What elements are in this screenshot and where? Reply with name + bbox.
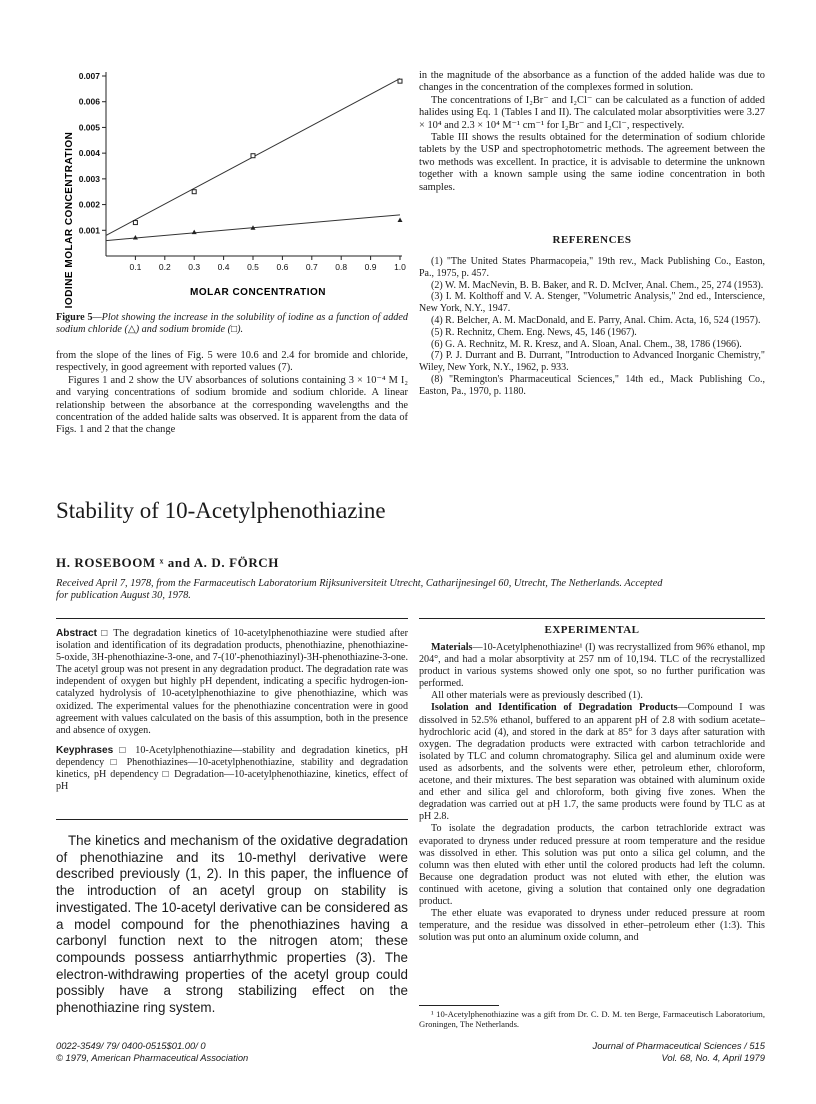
footer-right <box>500 1040 765 1064</box>
keyphrases-text: 10-Acetylphenothiazine—stability and degradation kinetics, pH dependency □ Phenothiazines—10-acetylphenothiazine, stability and degradation kinetics, pH dependency □ Degradation—10-acetylphenothiazine, kinetics, effect of pH <box>56 744 408 793</box>
intro-text: The kinetics and mechanism of the oxidative degradation of phenothiazine and its 10-methyl derivative were described previously (1, 2). In this paper, the influence of the introduction of an acetyl group on stability is investigated. The 10-acetyl derivative can be considered as a model compound for the phenothiazines having a carbonyl function next to the nitrogen atom; these compounds possess antiarrhythmic properties (3). The electron-withdrawing properties of the acetyl group could possibly have a strong stabilizing effect on the phenothiazine ring system. <box>56 833 408 1016</box>
paragraph: All other materials were as previously described (1). <box>431 690 643 702</box>
paragraph: Figures 1 and 2 show the UV absorbances of solutions containing 3 × 10⁻⁴ M I₂ and varying concentrations of sodium bromide and sodium chloride. A linear relationship between the absorbance at the corresponding wavelengths and the concentration of the added halide salts was observed. It is apparent from the data of Figs. 1 and 2 that the change <box>56 374 408 436</box>
paragraph: in the magnitude of the absorbance as a function of the added halide was due to changes in the concentration of the complexes formed in solution. <box>419 70 765 94</box>
footnote-text: ¹ 10-Acetylphenothiazine was a gift from Dr. C. D. M. ten Berge, Farmaceutisch Laboratorium, Groningen, The Netherlands. <box>419 1009 765 1029</box>
isolation-text: —Compound I was dissolved in 52.5% ethanol, buffered to an apparent pH of 2.8 with sodium acetate–hydrochloric acid (4), and stored in the dark at 85° for 3 days after saturation with oxygen. The degradation products were extracted with carbon tetrachloride and isolated by TLC and column chromatography. Silica gel and aluminum oxide were used as adsorbents, and the solvents were ether, petroleum ether, chloroform, acetone, and their mixtures. The best separation was obtained with aluminum oxide and ether and silica gel and chloroform, both giving five zones. When the degradation was carried out at pH 1.7, the same products were found by TLC as at pH 2.8. <box>419 702 765 823</box>
x-tick-label: 0.6 <box>276 262 289 272</box>
square-icon: □ <box>119 744 130 756</box>
article-title: Stability of 10-Acetylphenothiazine <box>56 498 386 523</box>
materials-label: Materials <box>431 642 473 653</box>
reference-item: (2) W. M. MacNevin, B. B. Baker, and R. D. McIver, Anal. Chem., 25, 274 (1953). <box>431 279 764 291</box>
received-line: Received April 7, 1978, from the Farmaceutisch Laboratorium Rijksuniversiteit Utrecht, Catharijnesingel 60, Utrecht, The Netherlands. Accepted for publication August 30, 1978. <box>56 578 663 602</box>
abstract-text: The degradation kinetics of 10-acetylphenothiazine were studied after isolation and identification of its degradation products, phenothiazine, phenothiazine-5-oxide, 3H-phenothiazine-3-one, and 7-(10′-phenothiazinyl)-3H-phenothiazine-3-one. The acetyl group was not present in any degradation product. The degradation rate was independent of oxygen but highly pH dependent, indicating a specific hydrogen-ion-catalyzed hydrolysis of 10-acetylphenothiazine to give phenothiazine, which was oxidized. The experimental values for the phenothiazine concentration were in good agreement with values calculated on the basis of this assumption, both in the presence and absence of oxygen. <box>56 628 408 736</box>
abstract-label: Abstract <box>56 628 97 639</box>
references-list <box>419 256 765 398</box>
left-top-column <box>56 350 408 437</box>
data-point-square <box>251 154 255 158</box>
reference-item: (5) R. Rechnitz, Chem. Eng. News, 45, 146 (1967). <box>431 326 637 338</box>
footnote <box>419 1009 765 1029</box>
paragraph: To isolate the degradation products, the carbon tetrachloride extract was evaporated to dryness under reduced pressure at room temperature and the residue was dissolved in ether. This solution was put onto a silica gel column, and the column was then eluted with ether until the colored products had left the column. Because one degradation product was not eluted with ether, the elution was continued with acetone, giving a solution that contained only one degradation product. <box>419 823 765 907</box>
data-point-triangle <box>133 235 138 240</box>
article-authors: H. ROSEBOOM ˣ and A. D. FÖRCH <box>56 555 280 570</box>
isolation-label: Isolation and Identification of Degradation Products <box>431 702 678 714</box>
data-point-triangle <box>192 230 197 235</box>
figure-caption <box>56 312 408 337</box>
figure-caption-text: —Plot showing the increase in the solubility of iodine as a function of added sodium chloride (△) and sodium bromide (□). <box>56 312 408 336</box>
reference-item: (4) R. Belcher, A. M. MacDonald, and E. Parry, Anal. Chim. Acta, 16, 524 (1957). <box>431 314 761 326</box>
paragraph: Table III shows the results obtained for the determination of sodium chloride tablets by the USP and spectrophotometric methods. The agreement between the two methods was excellent. In practice, it is advisable to determine the unknown together with a known sample using the same iodine concentration in both samples. <box>419 132 765 193</box>
footer-volume: Vol. 68, No. 4, April 1979 <box>661 1052 765 1063</box>
footnote-rule <box>419 1005 499 1006</box>
reference-item: (8) "Remington's Pharmaceutical Sciences," 14th ed., Mack Publishing Co., Easton, Pa., 1970, p. 1180. <box>419 373 765 397</box>
experimental-heading: EXPERIMENTAL <box>544 624 640 636</box>
paragraph: The ether eluate was evaporated to dryness under reduced pressure at room temperature, and the residue was dissolved in ether–petroleum ether (1:3). This solution was put onto an aluminum oxide column, and <box>419 908 765 944</box>
paragraph: from the slope of the lines of Fig. 5 were 10.6 and 2.4 for bromide and chloride, respectively, in good agreement with reported values (7). <box>56 350 408 374</box>
x-axis-label: MOLAR CONCENTRATION <box>190 287 326 298</box>
y-tick-label: 0.004 <box>78 148 100 159</box>
x-tick-label: 0.8 <box>335 262 348 272</box>
y-axis-label: IODINE MOLAR CONCENTRATION <box>64 131 75 309</box>
reference-item: (3) I. M. Kolthoff and V. A. Stenger, "Volumetric Analysis," 2nd ed., Interscience, New York, N.Y., 1947. <box>419 291 765 315</box>
footer-copyright: © 1979, American Pharmaceutical Association <box>56 1052 249 1063</box>
right-top-column <box>419 70 765 194</box>
data-point-square <box>398 79 402 83</box>
experimental-body <box>419 642 765 944</box>
y-tick-label: 0.005 <box>78 122 100 133</box>
abstract <box>56 628 408 793</box>
footer-issn: 0022-3549/ 79/ 0400-0515$01.00/ 0 <box>56 1040 206 1051</box>
figure-5-chart <box>56 60 406 310</box>
x-tick-label: 0.1 <box>129 262 142 272</box>
y-tick-label: 0.007 <box>78 71 100 81</box>
x-tick-label: 0.3 <box>188 262 201 272</box>
reference-item: (7) P. J. Durrant and B. Durrant, "Introduction to Advanced Inorganic Chemistry," Wiley, New York, N.Y., 1962, p. 933. <box>419 350 765 374</box>
data-point-square <box>192 190 196 194</box>
y-tick-label: 0.003 <box>78 173 100 184</box>
y-tick-label: 0.006 <box>78 96 100 107</box>
keyphrases-label: Keyphrases <box>56 744 114 756</box>
x-tick-label: 0.2 <box>158 262 171 272</box>
x-tick-label: 0.4 <box>217 262 230 272</box>
x-tick-label: 1.0 <box>394 262 406 272</box>
reference-item: (1) "The United States Pharmacopeia," 19th rev., Mack Publishing Co., Easton, Pa., 1975, p. 457. <box>419 256 765 279</box>
reference-item: (6) G. A. Rechnitz, M. R. Kresz, and A. Sloan, Anal. Chem., 38, 1786 (1966). <box>431 338 742 350</box>
square-icon: □ <box>101 628 110 639</box>
divider <box>56 618 408 619</box>
divider <box>419 618 765 619</box>
divider <box>56 819 408 820</box>
figure-label: Figure 5 <box>56 312 93 323</box>
footer-journal: Journal of Pharmaceutical Sciences / 515 <box>592 1040 765 1051</box>
data-point-triangle <box>398 218 403 223</box>
x-tick-label: 0.9 <box>364 262 377 272</box>
references-heading: REFERENCES <box>552 234 632 246</box>
data-point-square <box>133 221 137 225</box>
footer-left <box>56 1040 248 1064</box>
y-tick-label: 0.001 <box>78 225 100 236</box>
y-tick-label: 0.002 <box>78 199 100 210</box>
materials-text: —10-Acetylphenothiazine¹ (I) was recrystallized from 96% ethanol, mp 204°, and had a molar absorptivity at 257 nm of 10,194. TLC of the recrystallized product in various systems showed only one spot, so no further purification was performed. <box>419 642 765 690</box>
introduction <box>56 833 408 1017</box>
x-tick-label: 0.7 <box>305 262 318 272</box>
paragraph: The concentrations of I₂Br⁻ and I₂Cl⁻ can be calculated as a function of added halides using Eq. 1 (Tables I and II). The calculated molar absorptivities were 3.27 × 10⁴ and 2.3 × 10⁴ M⁻¹ cm⁻¹ for I₂Br⁻ and I₂Cl⁻, respectively. <box>419 94 765 131</box>
x-tick-label: 0.5 <box>247 262 259 272</box>
